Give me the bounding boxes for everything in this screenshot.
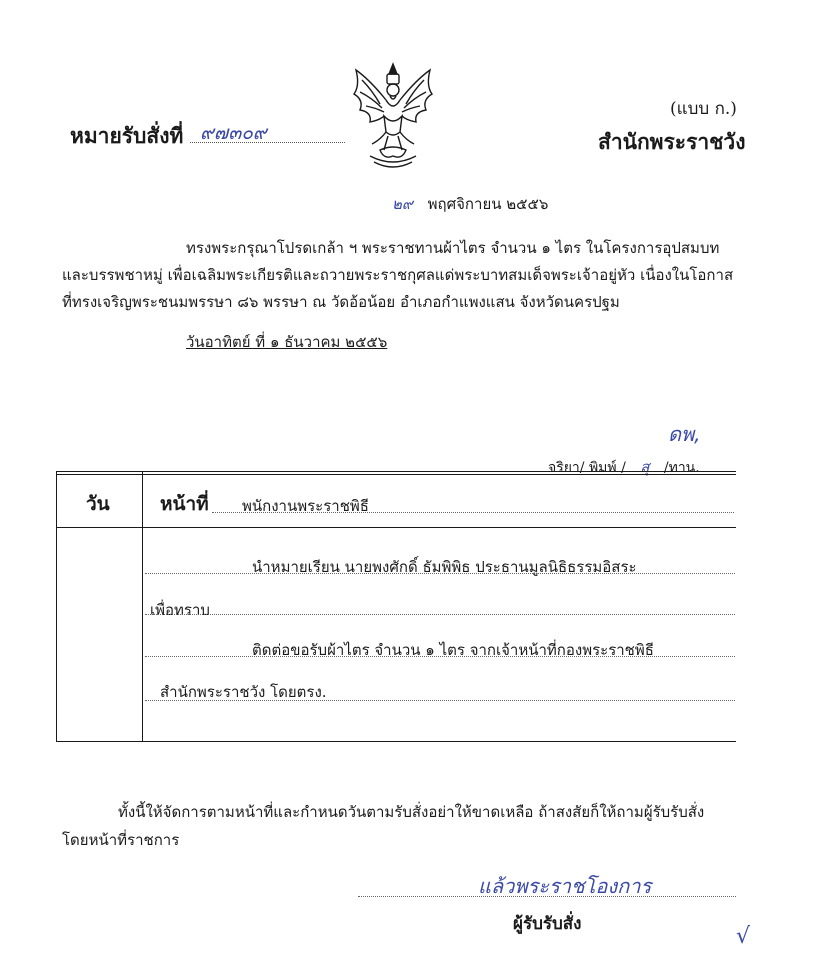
form-type-label: (แบบ ก.) — [670, 99, 737, 119]
document-date — [392, 192, 548, 216]
table-row-4: สำนักพระราชวัง โดยตรง. — [160, 683, 327, 701]
table-top-border — [56, 471, 736, 472]
date-month-year: พฤศจิกายน ๒๕๕๖ — [427, 195, 549, 213]
table-top-border-inner — [56, 474, 736, 475]
row-dotted-line-2 — [145, 614, 735, 615]
signature-handwritten: แล้วพระราชโองการ — [478, 874, 652, 898]
table-column-divider — [142, 471, 143, 742]
body-line-2: และบรรพชาหมู่ เพื่อเฉลิมพระเกียรติและถวายพระราชกุศลแด่พระบาทสมเด็จพระเจ้าอยู่หัว เนื่องในโอกาส — [62, 266, 734, 284]
row-dotted-line-3 — [145, 656, 735, 657]
order-number-label: หมายรับสั่งที่ — [70, 123, 184, 148]
closing-line-1: ทั้งนี้ให้จัดการตามหน้าที่และกำหนดวันตามรับสั่งอย่าให้ขาดเหลือ ถ้าสงสัยก็ให้ถามผู้รับรับสั่ง — [118, 803, 705, 821]
table-header-divider — [56, 527, 736, 528]
clerk-line — [548, 455, 700, 479]
table-row-2: เพื่อทราบ — [150, 601, 210, 619]
table-col-duty: หน้าที่ — [160, 493, 209, 515]
table-left-border — [56, 471, 57, 742]
body-line-1: ทรงพระกรุณาโปรดเกล้า ฯ พระราชทานผ้าไตร จำนวน ๑ ไตร ในโครงการอุปสมบท — [186, 239, 720, 257]
clerk-label-prefix: จริยา/ พิมพ์ / — [548, 460, 626, 476]
event-date: วันอาทิตย์ ที่ ๑ ธันวาคม ๒๕๕๖ — [186, 333, 388, 351]
garuda-emblem-icon — [350, 60, 436, 172]
row-dotted-line-4 — [145, 700, 735, 701]
duty-dotted-line — [212, 512, 734, 513]
table-duty-value: พนักงานพระราชพิธี — [242, 497, 369, 515]
order-number-field — [190, 118, 345, 143]
table-row-3: ติดต่อขอรับผ้าไตร จำนวน ๑ ไตร จากเจ้าหน้าที่กองพระราชพิธี — [252, 641, 654, 659]
table-bottom-border — [56, 741, 736, 742]
clerk-initial-mid: สุ — [640, 458, 650, 476]
table-col-day: วัน — [86, 493, 110, 515]
check-mark: √ — [736, 924, 751, 949]
clerk-label-suffix: /ทาน. — [663, 460, 700, 476]
office-name: สำนักพระราชวัง — [598, 129, 746, 154]
closing-line-2: โดยหน้าที่ราชการ — [62, 831, 180, 849]
signature-title: ผู้รับรับสั่ง — [513, 914, 582, 934]
body-line-3: ที่ทรงเจริญพระชนมพรรษา ๘๖ พรรษา ณ วัดอ้อน้อย อำเภอกำแพงแสน จังหวัดนครปฐม — [62, 293, 620, 311]
order-number-value: ๙๗๓๐๙ — [200, 122, 267, 144]
clerk-initial-top: ดพ, — [668, 422, 701, 446]
table-row-1: นำหมายเรียน นายพงศักดิ์ ธัมพิพิธ ประธานมูลนิธิธรรมอิสระ — [252, 558, 637, 576]
date-day: ๒๙ — [392, 195, 413, 213]
row-dotted-line-1 — [145, 573, 735, 574]
signature-dotted-line — [358, 896, 736, 897]
